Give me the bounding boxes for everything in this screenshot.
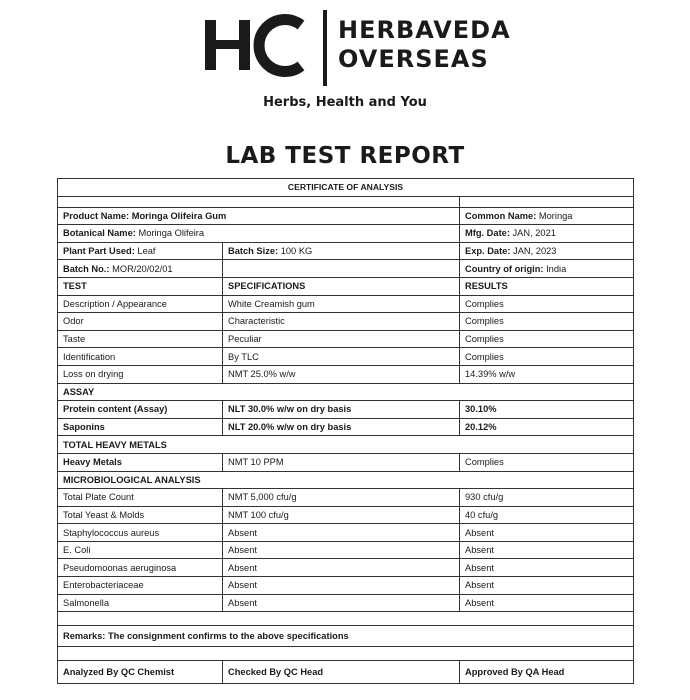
heavy-metals-heading: TOTAL HEAVY METALS: [58, 436, 634, 454]
section-heading-row: [58, 383, 634, 401]
test-result: Complies: [460, 313, 634, 331]
assay-heading: ASSAY: [58, 383, 634, 401]
test-row: [58, 295, 634, 313]
column-header-test: TEST: [58, 277, 223, 295]
spacer-row: [58, 647, 634, 661]
batch-no-row: [58, 260, 634, 278]
test-row: [58, 348, 634, 366]
test-name: Identification: [58, 348, 223, 366]
spacer-row: [58, 612, 634, 626]
test-row: [58, 453, 634, 471]
test-name: Protein content (Assay): [58, 401, 223, 419]
test-row: [58, 594, 634, 612]
batch-size-value: 100 KG: [280, 246, 313, 257]
test-name: Total Yeast & Molds: [58, 506, 223, 524]
mfg-date-label: Mfg. Date:: [465, 228, 510, 239]
test-name: Saponins: [58, 418, 223, 436]
test-specification: White Creamish gum: [223, 295, 460, 313]
certificate-table: [57, 178, 634, 684]
test-name: Salmonella: [58, 594, 223, 612]
test-specification: Characteristic: [223, 313, 460, 331]
blank-row: [58, 196, 634, 207]
test-specification: Absent: [223, 577, 460, 595]
remarks-row: [58, 626, 634, 647]
test-specification: NLT 20.0% w/w on dry basis: [223, 418, 460, 436]
test-name: Staphylococcus aureus: [58, 524, 223, 542]
test-name: Heavy Metals: [58, 453, 223, 471]
botanical-name-label: Botanical Name:: [63, 228, 136, 239]
common-name-label: Common Name:: [465, 210, 537, 221]
assay-tests: [58, 401, 634, 436]
section-heading-row: [58, 436, 634, 454]
exp-date-label: Exp. Date:: [465, 246, 511, 257]
test-row: [58, 489, 634, 507]
test-result: Absent: [460, 594, 634, 612]
test-specification: Absent: [223, 594, 460, 612]
test-result: Absent: [460, 559, 634, 577]
test-row: [58, 330, 634, 348]
microbiological-heading: MICROBIOLOGICAL ANALYSIS: [58, 471, 634, 489]
test-name: Enterobacteriaceae: [58, 577, 223, 595]
plant-part-label: Plant Part Used:: [63, 246, 135, 257]
test-name: Pseudomoonas aeruginosa: [58, 559, 223, 577]
country-label: Country of origin:: [465, 263, 544, 274]
company-name: [338, 16, 511, 74]
test-result: 40 cfu/g: [460, 506, 634, 524]
company-name-line1: HERBAVEDA: [338, 16, 511, 44]
test-row: [58, 577, 634, 595]
common-name-value: Moringa: [538, 210, 573, 221]
company-logo: [205, 8, 330, 88]
column-header-row: [58, 277, 634, 295]
product-name-value: Moringa Olifeira Gum: [131, 210, 227, 221]
approved-by: Approved By QA Head: [460, 661, 634, 684]
test-row: [58, 506, 634, 524]
mfg-date-value: JAN, 2021: [512, 228, 556, 239]
test-specification: Peculiar: [223, 330, 460, 348]
botanical-name-value: Moringa Olifeira: [138, 228, 205, 239]
test-specification: By TLC: [223, 348, 460, 366]
test-specification: NMT 25.0% w/w: [223, 365, 460, 383]
section-heading-row: [58, 471, 634, 489]
microbiological-tests: [58, 489, 634, 612]
botanical-name-row: [58, 225, 634, 243]
test-specification: Absent: [223, 559, 460, 577]
company-name-line2: OVERSEAS: [338, 45, 489, 73]
batch-no-label: Batch No.:: [63, 263, 110, 274]
batch-size-label: Batch Size:: [228, 246, 279, 257]
test-specification: NMT 100 cfu/g: [223, 506, 460, 524]
general-tests: [58, 295, 634, 383]
test-result: Complies: [460, 348, 634, 366]
test-result: 930 cfu/g: [460, 489, 634, 507]
test-result: Complies: [460, 330, 634, 348]
analyzed-by: Analyzed By QC Chemist: [58, 661, 223, 684]
test-row: [58, 365, 634, 383]
test-specification: NMT 10 PPM: [223, 453, 460, 471]
test-result: 30.10%: [460, 401, 634, 419]
test-name: Odor: [58, 313, 223, 331]
test-result: 14.39% w/w: [460, 365, 634, 383]
product-name-row: [58, 207, 634, 225]
country-value: India: [546, 263, 567, 274]
certificate-title-row: [58, 179, 634, 197]
test-specification: Absent: [223, 541, 460, 559]
test-result: Complies: [460, 453, 634, 471]
test-row: [58, 401, 634, 419]
column-header-specifications: SPECIFICATIONS: [223, 277, 460, 295]
plant-part-row: [58, 242, 634, 260]
batch-no-value: MOR/20/02/01: [112, 263, 173, 274]
test-name: Loss on drying: [58, 365, 223, 383]
plant-part-value: Leaf: [137, 246, 156, 257]
test-row: [58, 541, 634, 559]
product-name-label: Product Name:: [63, 210, 130, 221]
exp-date-value: JAN, 2023: [513, 246, 557, 257]
test-name: Total Plate Count: [58, 489, 223, 507]
test-result: Complies: [460, 295, 634, 313]
test-result: Absent: [460, 541, 634, 559]
test-name: Description / Appearance: [58, 295, 223, 313]
test-name: E. Coli: [58, 541, 223, 559]
test-row: [58, 313, 634, 331]
test-result: Absent: [460, 577, 634, 595]
test-result: Absent: [460, 524, 634, 542]
heavy-metals-tests: [58, 453, 634, 471]
test-row: [58, 559, 634, 577]
remarks: Remarks: The consignment confirms to the above specifications: [58, 626, 634, 647]
report-title: LAB TEST REPORT: [225, 143, 465, 169]
checked-by: Checked By QC Head: [223, 661, 460, 684]
test-name: Taste: [58, 330, 223, 348]
test-result: 20.12%: [460, 418, 634, 436]
column-header-results: RESULTS: [460, 277, 634, 295]
test-row: [58, 524, 634, 542]
tagline: Herbs, Health and You: [263, 95, 427, 110]
test-specification: NLT 30.0% w/w on dry basis: [223, 401, 460, 419]
test-row: [58, 418, 634, 436]
signature-row: [58, 661, 634, 684]
test-specification: NMT 5,000 cfu/g: [223, 489, 460, 507]
certificate-title: CERTIFICATE OF ANALYSIS: [58, 179, 634, 197]
test-specification: Absent: [223, 524, 460, 542]
